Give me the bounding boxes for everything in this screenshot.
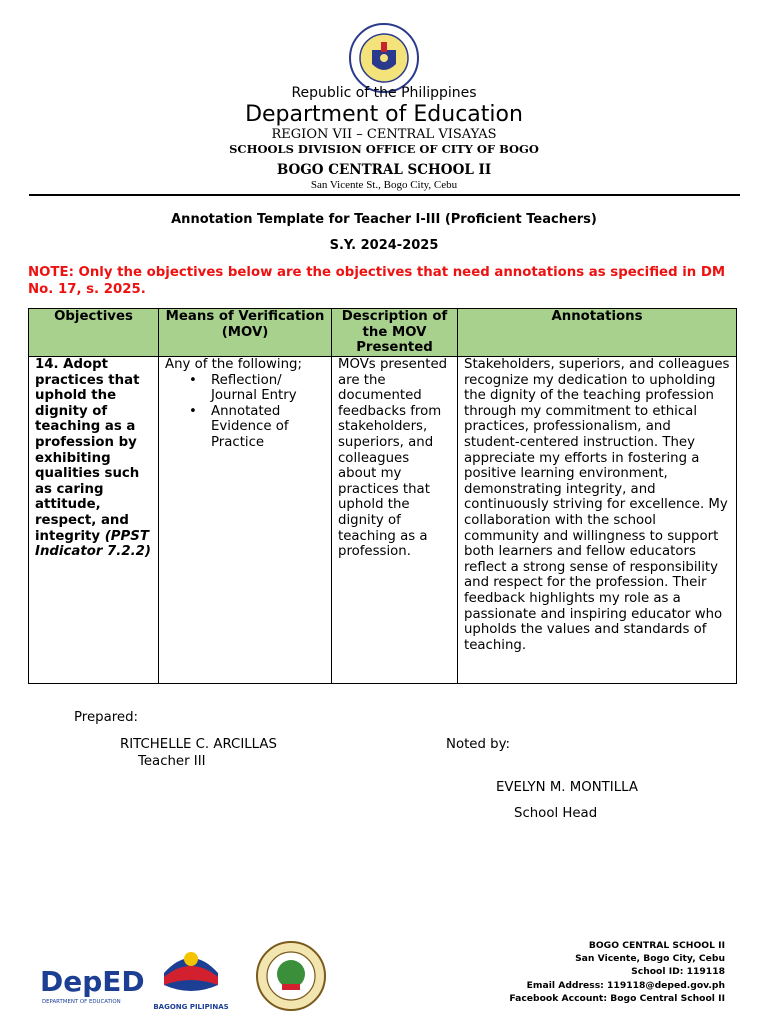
annotation-cell: Stakeholders, superiors, and colleagues recognize my dedication to upholding the dignity of the teaching profession through my commitment to ethical practices, professionalism, and student-centered instruction. They appreciate my efforts in fostering a positive learning environment, demonstrating integrity, and continuously striving for excellence. My collaboration with the school community and willingness to support both learners and fellow educators reflect a strong sense of responsibility and respect for the profession. Their feedback highlights my role as a passionate and inspiring educator who upholds the values and standards of teaching. (458, 357, 737, 684)
deped-logo (38, 961, 145, 1006)
footer-school-id: School ID: 119118 (631, 966, 725, 978)
footer-facebook: Facebook Account: Bogo Central School II (509, 992, 725, 1004)
bagong-pilipinas-logo (148, 935, 234, 1015)
noted-name: EVELYN M. MONTILLA (496, 780, 638, 795)
prepared-name: RITCHELLE C. ARCILLAS (120, 737, 277, 752)
list-item: • Reflection/ Journal Entry (211, 373, 325, 404)
header-republic: Republic of the Philippines (291, 85, 477, 101)
list-item: • Annotated Evidence of Practice (211, 404, 325, 451)
mov-cell (159, 357, 332, 684)
objective-cell (29, 357, 159, 684)
header-mov: Means of Verification (MOV) (159, 309, 332, 357)
mov-list (165, 373, 325, 451)
header-objectives: Objectives (29, 309, 159, 357)
header-department: Department of Education (245, 102, 523, 127)
school-year: S.Y. 2024-2025 (329, 238, 439, 253)
prepared-title: Teacher III (138, 754, 206, 769)
table-header-row (29, 309, 737, 357)
footer-contact (509, 939, 725, 1005)
noted-label: Noted by: (446, 737, 510, 752)
header-description: Description of the MOV Presented (332, 309, 458, 357)
note-text: NOTE: Only the objectives below are the objectives that need annotations as specified in DM No. 17, s. 2025. (28, 265, 726, 297)
document-title: Annotation Template for Teacher I-III (Proficient Teachers) (171, 212, 597, 227)
header-school: BOGO CENTRAL SCHOOL II (276, 162, 492, 178)
mov-intro: Any of the following; (165, 357, 302, 372)
description-cell: MOVs presented are the documented feedbacks from stakeholders, superiors, and colleagues about my practices that uphold the dignity of teaching as a profession. (332, 357, 458, 684)
footer-school: BOGO CENTRAL SCHOOL II (588, 940, 725, 951)
deped-seal-logo (348, 22, 420, 94)
footer-address: San Vicente, Bogo City, Cebu (575, 953, 725, 965)
header-divider (29, 194, 740, 196)
objective-text: 14. Adopt practices that uphold the dignity of teaching as a profession by exhibiting qualities such as caring attitude, respect, and integrity (35, 357, 140, 544)
prepared-label: Prepared: (74, 710, 139, 725)
division-seal-logo (255, 940, 327, 1012)
header-annotations: Annotations (458, 309, 737, 357)
header-division: SCHOOLS DIVISION OFFICE OF CITY OF BOGO (229, 142, 539, 156)
bagong-pilipinas-text: BAGONG PILIPINAS (153, 1003, 229, 1011)
footer-email: Email Address: 119118@deped.gov.ph (526, 979, 725, 991)
header-region: REGION VII – CENTRAL VISAYAS (271, 127, 497, 142)
table-row (29, 357, 737, 684)
header-address: San Vicente St., Bogo City, Cebu (310, 179, 458, 191)
ppst-indicator: (PPST Indicator 7.2.2) (35, 528, 151, 560)
deped-logo-text: DepED (40, 965, 145, 998)
annotation-table (28, 308, 737, 684)
deped-logo-sub: DEPARTMENT OF EDUCATION (42, 999, 121, 1005)
noted-title: School Head (514, 806, 598, 821)
